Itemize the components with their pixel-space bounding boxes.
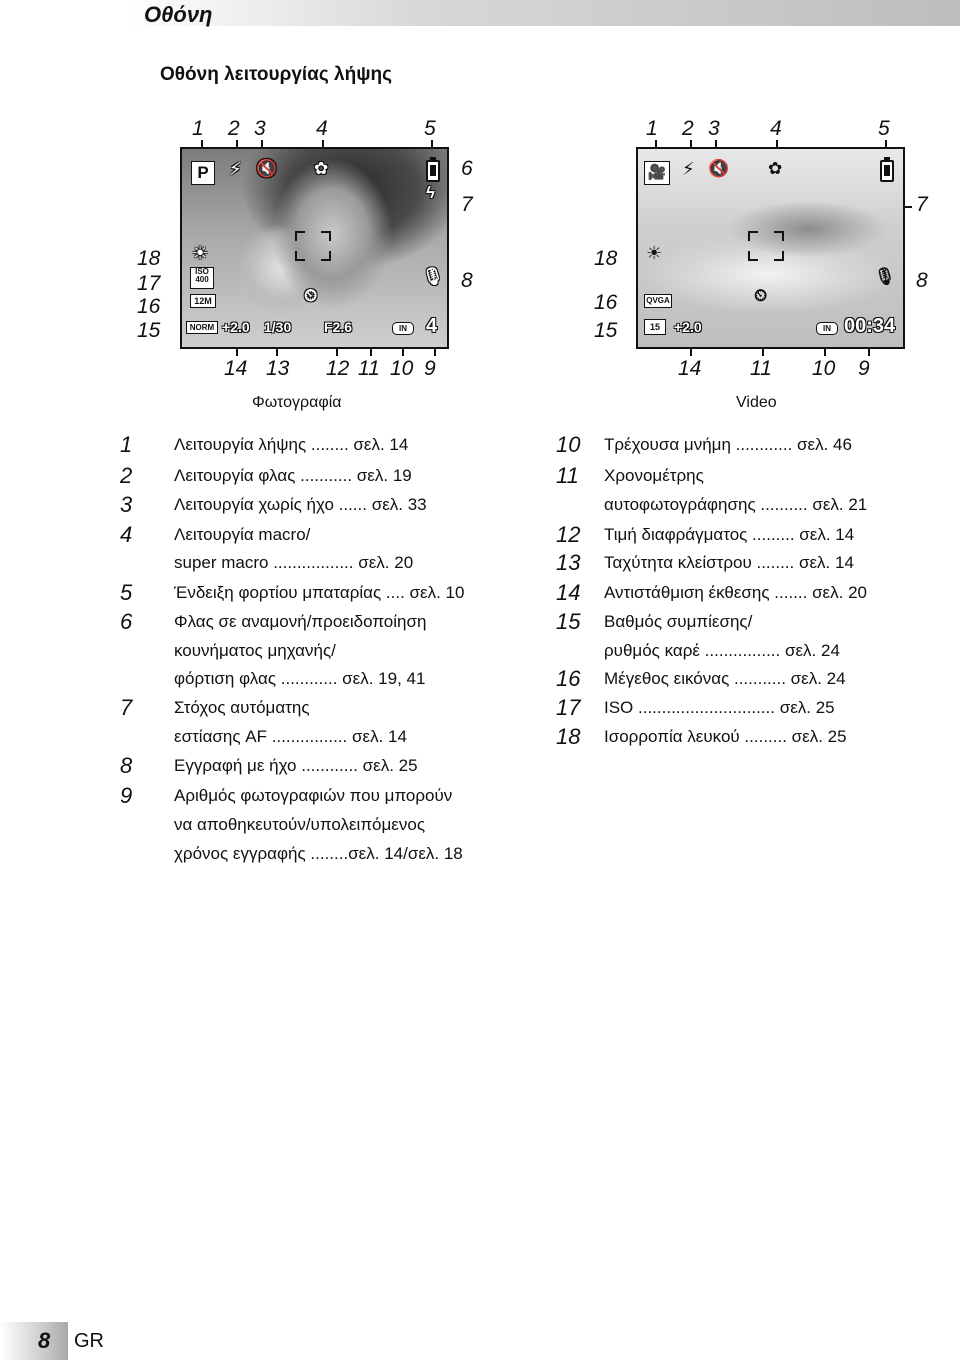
list-item-number: 9: [120, 783, 133, 808]
list-item-number: 18: [556, 724, 581, 749]
list-item-text: αυτοφωτογράφησης .......... σελ. 21: [604, 495, 868, 514]
video-callout-num: 16: [594, 291, 618, 314]
list-item-number: 10: [556, 432, 581, 457]
footer-bar: [0, 1322, 68, 1360]
self-timer-icon: ⏲: [304, 286, 318, 305]
list-item-text: Βαθμός συμπίεσης/: [604, 612, 753, 631]
aperture-value: F2.6: [324, 319, 353, 335]
macro-icon: ✿: [314, 159, 329, 178]
photo-callout-num: 1: [192, 117, 204, 140]
exposure-compensation: +2.0: [222, 319, 250, 335]
photo-callout-num: 15: [137, 319, 161, 342]
language-code: GR: [74, 1330, 104, 1352]
list-item-text: Λειτουργία χωρίς ήχο ...... σελ. 33: [174, 495, 427, 514]
sound-record-icon: 🎙: [422, 267, 444, 286]
flash-auto-icon: ⚡: [682, 159, 695, 179]
photo-callout-num: 7: [461, 193, 473, 216]
page-number: 8: [38, 1328, 51, 1353]
iso-icon: [190, 267, 214, 289]
list-item-text: Λειτουργία λήψης ........ σελ. 14: [174, 435, 409, 454]
video-callout-num: 1: [646, 117, 658, 140]
list-item-text: Λειτουργία macro/: [174, 525, 311, 544]
flash-auto-icon: ⚡: [229, 159, 242, 179]
list-item-number: 13: [556, 550, 581, 575]
list-item-number: 7: [120, 695, 133, 720]
list-item-text: χρόνος εγγραφής ........σελ. 14/σελ. 18: [174, 844, 463, 863]
image-size-icon: 12M: [190, 294, 216, 308]
list-item-text: Λειτουργία φλας ........... σελ. 19: [174, 466, 412, 485]
silent-mode-icon: 🔇: [256, 159, 278, 178]
video-lcd-screen: [636, 147, 905, 349]
af-target-icon: [748, 231, 784, 261]
battery-icon: [880, 160, 894, 182]
video-callout-num: 11: [750, 357, 772, 380]
section-title: Οθόνη λειτουργίας λήψης: [160, 64, 392, 85]
self-timer-icon: ⏲: [754, 286, 768, 305]
list-item-text: Εγγραφή με ήχο ............ σελ. 25: [174, 756, 418, 775]
list-item-text: Ταχύτητα κλείστρου ........ σελ. 14: [604, 553, 854, 572]
page-header-title: Οθόνη: [144, 2, 213, 27]
photo-callout-num: 11: [358, 357, 380, 380]
list-item-number: 15: [556, 609, 581, 634]
list-item-text: Ισορροπία λευκού ......... σελ. 25: [604, 727, 847, 746]
list-item-number: 16: [556, 666, 581, 691]
photo-callout-num: 8: [461, 269, 473, 292]
shooting-mode-icon: P: [191, 161, 215, 185]
shutter-speed: 1/30: [264, 319, 292, 335]
photo-lcd-screen: [180, 147, 449, 349]
photo-caption: Φωτογραφία: [252, 394, 342, 411]
silent-mode-icon: 🔇: [708, 159, 730, 178]
list-item-number: 5: [120, 580, 133, 605]
list-item-text: ISO ............................. σελ. 25: [604, 698, 835, 717]
list-item-text: Μέγεθος εικόνας ........... σελ. 24: [604, 669, 846, 688]
photo-callout-num: 16: [137, 295, 161, 318]
list-item-text: να αποθηκευτούν/υπολειπόμενος: [174, 815, 426, 834]
list-item-text: ρυθμός καρέ ................ σελ. 24: [604, 641, 840, 660]
video-callout-num: 15: [594, 319, 618, 342]
iso-value: 400: [195, 275, 209, 284]
macro-icon: ✿: [768, 159, 783, 178]
video-callout-num: 7: [916, 193, 928, 216]
list-item-number: 17: [556, 695, 581, 720]
photo-callout-num: 14: [224, 357, 248, 380]
video-callout-num: 8: [916, 269, 928, 292]
photo-callout-num: 2: [228, 117, 240, 140]
list-item-text: Τιμή διαφράγματος ......... σελ. 14: [604, 525, 855, 544]
photo-callout-num: 9: [424, 357, 436, 380]
list-item-number: 6: [120, 609, 133, 634]
flash-standby-icon: ϟ: [426, 183, 435, 202]
photo-callout-num: 6: [461, 157, 473, 180]
list-item-number: 1: [120, 432, 133, 457]
sound-record-icon: 🎙: [874, 267, 896, 286]
list-item-number: 8: [120, 753, 133, 778]
list-item-text: Τρέχουσα μνήμη ............ σελ. 46: [604, 435, 852, 454]
list-item-text: Φλας σε αναμονή/προειδοποίηση: [174, 612, 427, 631]
photo-callout-num: 17: [137, 272, 161, 295]
photo-callout-num: 10: [390, 357, 414, 380]
framerate-icon: 15: [644, 319, 666, 335]
header-bar: [124, 0, 960, 26]
list-item-number: 2: [120, 463, 133, 488]
battery-icon: [426, 160, 440, 182]
list-item-text: super macro ................. σελ. 20: [174, 553, 414, 572]
video-callout-num: 10: [812, 357, 836, 380]
memory-in-icon: IN: [392, 322, 414, 335]
list-item-number: 11: [556, 463, 579, 488]
photo-callout-num: 13: [266, 357, 290, 380]
list-item-number: 14: [556, 580, 581, 605]
list-item-text: Στόχος αυτόματης: [174, 698, 310, 717]
white-balance-icon: ☀: [192, 243, 209, 263]
video-callout-num: 5: [878, 117, 890, 140]
video-callout-num: 9: [858, 357, 870, 380]
compression-icon: NORM: [186, 321, 218, 334]
video-callout-num: 14: [678, 357, 702, 380]
iso-label: ISO: [195, 267, 209, 276]
memory-in-icon: IN: [816, 322, 838, 335]
list-item-number: 4: [120, 522, 133, 547]
remaining-shots: 4: [426, 315, 438, 337]
list-item-text: Ένδειξη φορτίου μπαταρίας .... σελ. 10: [174, 583, 465, 602]
list-item-number: 3: [120, 492, 133, 517]
video-callout-num: 4: [770, 117, 782, 140]
image-size-icon: QVGA: [644, 294, 672, 308]
list-item-number: 12: [556, 522, 581, 547]
photo-callout-num: 3: [254, 117, 266, 140]
list-item-text: φόρτιση φλας ............ σελ. 19, 41: [174, 669, 426, 688]
video-callout-num: 18: [594, 247, 618, 270]
list-item-text: Χρονομέτρης: [604, 466, 704, 485]
remaining-time: 00:34: [844, 315, 896, 337]
list-item-text: κουνήματος μηχανής/: [174, 641, 336, 660]
white-balance-icon: ☀: [646, 243, 663, 263]
video-callout-num: 2: [682, 117, 694, 140]
photo-callout-num: 4: [316, 117, 328, 140]
exposure-compensation: +2.0: [674, 319, 702, 335]
video-caption: Video: [736, 394, 777, 411]
af-target-icon: [295, 231, 331, 261]
photo-callout-num: 12: [326, 357, 350, 380]
photo-callout-num: 5: [424, 117, 436, 140]
list-item-text: εστίασης AF ................ σελ. 14: [174, 727, 407, 746]
video-callout-num: 3: [708, 117, 720, 140]
photo-callout-num: 18: [137, 247, 161, 270]
list-item-text: Αντιστάθμιση έκθεσης ....... σελ. 20: [604, 583, 867, 602]
list-item-text: Αριθμός φωτογραφιών που μπορούν: [174, 786, 453, 805]
movie-mode-icon: 🎥: [644, 161, 670, 185]
